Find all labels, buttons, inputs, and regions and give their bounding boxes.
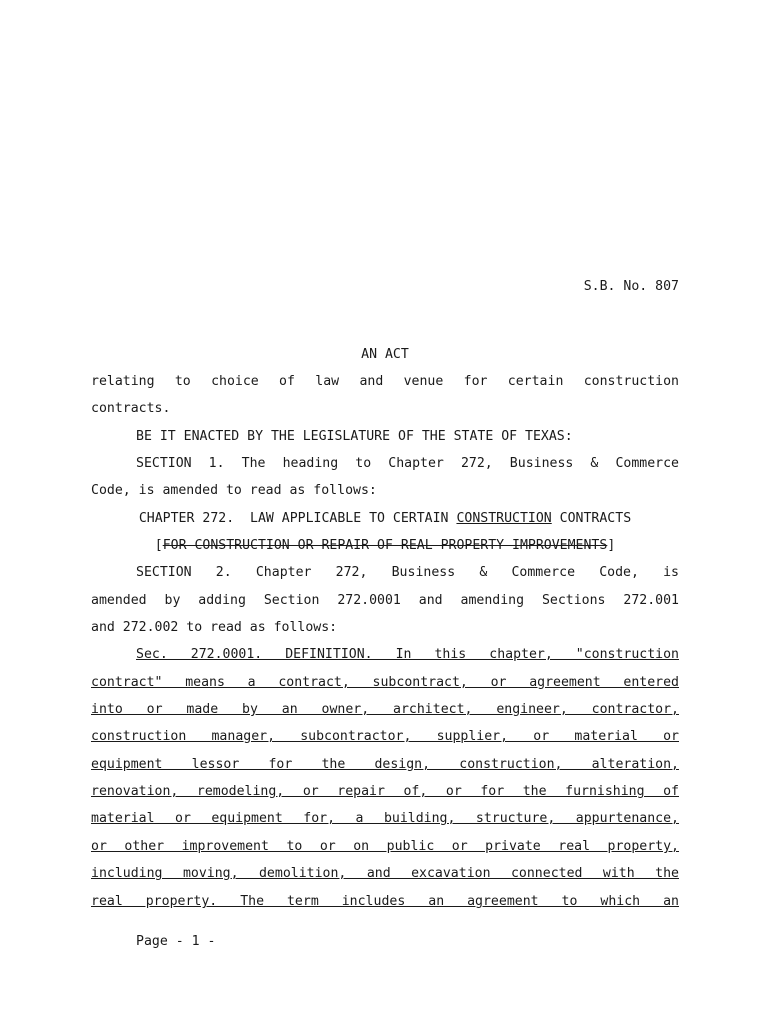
definition-line: equipment lessor for the design, construction, alteration,	[91, 757, 679, 772]
bill-number: S.B. No. 807	[583, 279, 679, 294]
section-2-line-3: and 272.002 to read as follows:	[91, 620, 338, 635]
page-footer: Page - 1 -	[136, 934, 216, 949]
act-title: AN ACT	[361, 347, 409, 362]
section-2-line-1: SECTION 2. Chapter 272, Business & Commerce Code, is	[136, 565, 679, 580]
definition-line: material or equipment for, a building, structure, appurtenance,	[91, 811, 679, 826]
chapter-heading-prefix: CHAPTER 272. LAW APPLICABLE TO CERTAIN	[138, 511, 457, 526]
definition-line: or other improvement to or on public or private real property,	[91, 839, 679, 854]
chapter-heading-suffix: CONTRACTS	[551, 511, 632, 526]
section-2-line-2: amended by adding Section 272.0001 and amending Sections 272.001	[91, 593, 679, 608]
bracket-open: [	[154, 538, 163, 553]
definition-line: renovation, remodeling, or repair of, or for the furnishing of	[91, 784, 679, 799]
bracket-close: ]	[607, 538, 616, 553]
definition-line: construction manager, subcontractor, supplier, or material or	[91, 729, 679, 744]
deleted-heading-line	[91, 538, 679, 554]
definition-line: into or made by an owner, architect, engineer, contractor,	[91, 702, 679, 717]
definition-line: Sec. 272.0001. DEFINITION. In this chapter, "construction	[136, 647, 679, 662]
inserted-text: CONSTRUCTION	[456, 511, 552, 526]
enacting-clause: BE IT ENACTED BY THE LEGISLATURE OF THE STATE OF TEXAS:	[136, 429, 573, 444]
definition-line: including moving, demolition, and excavation connected with the	[91, 866, 679, 881]
chapter-heading	[91, 511, 679, 527]
definition-line: real property. The term includes an agreement to which an	[91, 894, 679, 909]
deleted-text: FOR CONSTRUCTION OR REPAIR OF REAL PROPERTY IMPROVEMENTS	[162, 538, 608, 553]
definition-line: contract" means a contract, subcontract, or agreement entered	[91, 675, 679, 690]
section-1-line-1: SECTION 1. The heading to Chapter 272, Business & Commerce	[136, 456, 679, 471]
section-1-line-2: Code, is amended to read as follows:	[91, 483, 377, 498]
caption-line-2: contracts.	[91, 401, 171, 416]
caption-line-1: relating to choice of law and venue for certain construction	[91, 374, 679, 389]
